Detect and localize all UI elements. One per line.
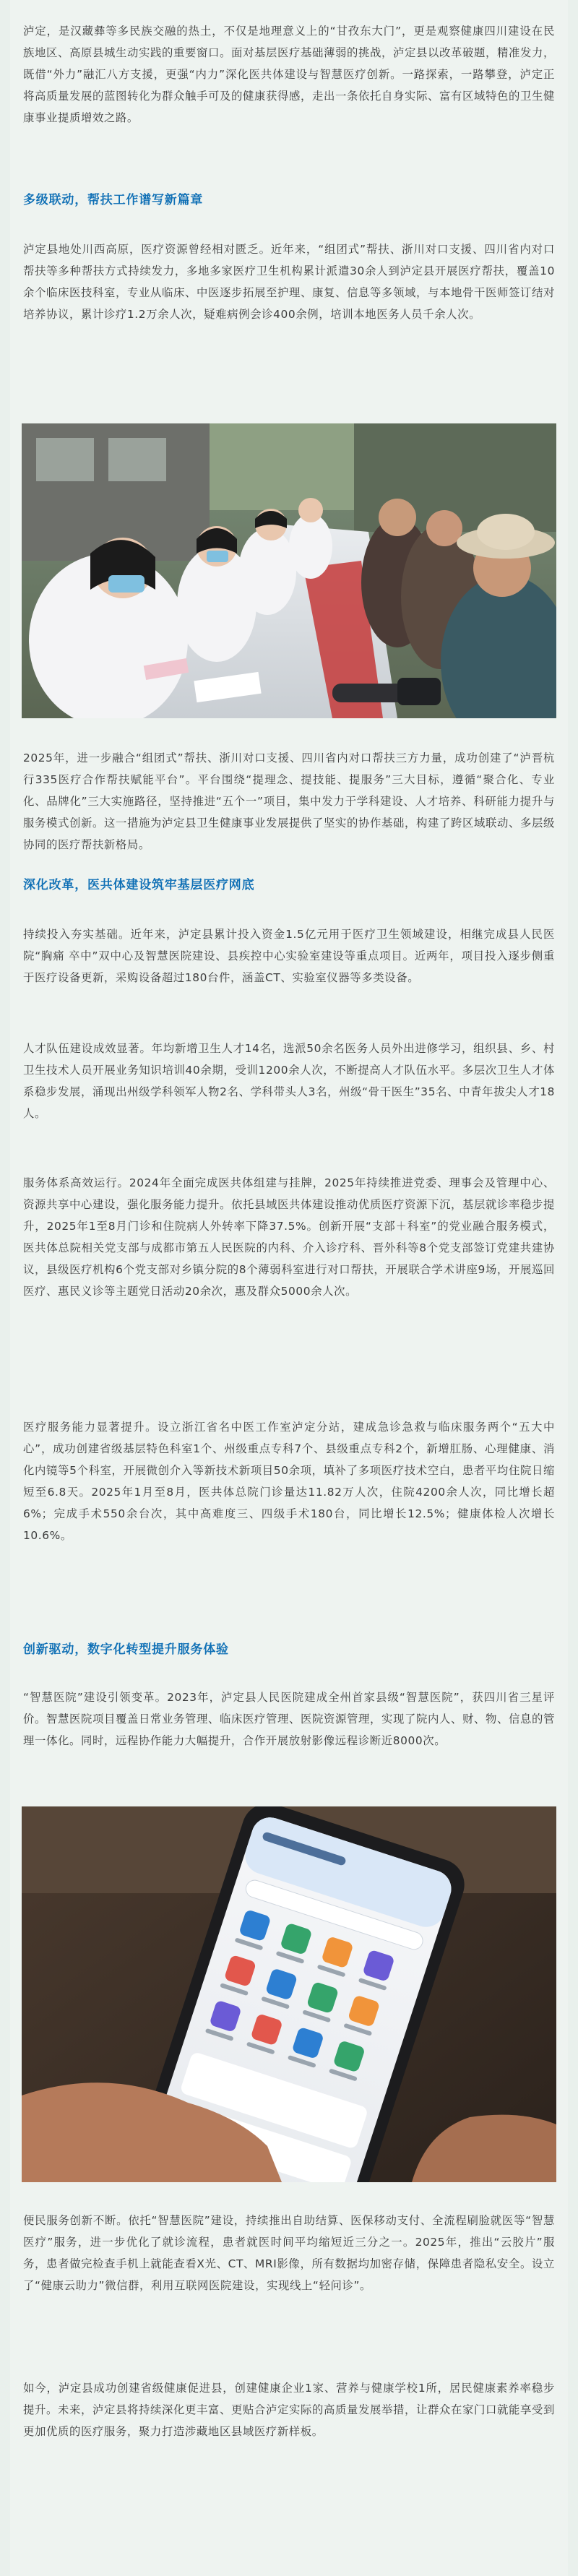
smartphone-app-image xyxy=(22,1806,556,2182)
section2-paragraph-1: 持续投入夯实基础。近年来，泸定县累计投入资金1.5亿元用于医疗卫生领域建设，相继完成县人民医院“胸痛 卒中”双中心及智慧医院建设、县疾控中心实验室建设等重点项目。近两年，项目投入逐步侧重于医疗设备更新，采购设备超过180台件，涵盖CT、实验室仪器等多类设备。 xyxy=(23,928,555,984)
section2-paragraph-3: 服务体系高效运行。2024年全面完成医共体组建与挂牌，2025年持续推进党委、理事会及管理中心、资源共享中心建设，强化服务能力提升。依托县域医共体建设推动优质医疗资源下沉，基层就诊率稳步提升，2025年1至8月门诊和住院病人外转率下降37.5%。创新开展“支部＋科室”的党业融合服务模式，医共体总院相关党支部与成都市第五人民医院的内科、介入诊疗科、晋外科等8个党支部签订党建共建协议，县级医疗机构6个党支部对乡镇分院的8个薄弱科室进行对口帮扶，开展联合学术讲座9场，开展巡回医疗、惠民义诊等主题党日活动20余次，惠及群众5000余人次。 xyxy=(23,1176,555,1298)
section3-paragraph-3: 如今，泸定县成功创建省级健康促进县，创建健康企业1家、营养与健康学校1所，居民健康素养率稳步提升。未来，泸定县将持续深化更丰富、更贴合泸定实际的高质量发展举措，让群众在家门口就能享受到更加优质的医疗服务，聚力打造涉藏地区县域医疗新样板。 xyxy=(23,2382,555,2438)
section3-paragraph-2: 便民服务创新不断。依托“智慧医院”建设，持续推出自助结算、医保移动支付、全流程刷脸就医等“智慧医疗”服务，进一步优化了就诊流程，患者就医时间平均缩短近三分之一。2025年，推出“云胶片”服务，患者做完检查手机上就能查看X光、CT、MRI影像，所有数据均加密存储，保障患者隐私安全。设立了“健康云助力”微信群，利用互联网医院建设，实现线上“轻问诊”。 xyxy=(23,2214,555,2292)
intro-paragraph: 泸定，是汉藏彝等多民族交融的热土，不仅是地理意义上的“甘孜东大门”，更是观察健康四川建设在民族地区、高原县城生动实践的重要窗口。面对基层医疗基础薄弱的挑战，泸定县以改革破题，精准发力，既借“外力”融汇八方支援，更强“内力”深化医共体建设与智慧医疗创新。一路探索，一路攀登，泸定正将高质量发展的蓝图转化为群众触手可及的健康获得感，走出一条依托自身实际、富有区域特色的卫生健康事业提质增效之路。 xyxy=(23,25,555,124)
section1-paragraph-2: 2025年，进一步融合“组团式”帮扶、浙川对口支援、四川省内对口帮扶三方力量，成功创建了“泸晋杭行335医疗合作帮扶赋能平台”。平台围绕“提理念、提技能、提服务”三大目标，遵循“聚合化、专业化、品牌化”三大实施路径，坚持推进“五个一”项目，集中发力于学科建设、人才培养、科研能力提升与服务模式创新。这一措施为泸定县卫生健康事业发展提供了坚实的协作基础，构建了跨区域联动、多层级协同的医疗帮扶新格局。 xyxy=(23,751,555,851)
section3-heading: 创新驱动，数字化转型提升服务体验 xyxy=(23,1642,229,1657)
section1-paragraph-1: 泸定县地处川西高原，医疗资源曾经相对匮乏。近年来，“组团式”帮扶、浙川对口支援、四川省内对口帮扶等多种帮扶方式持续发力，多地多家医疗卫生机构累计派遣30余人到泸定县开展医疗帮扶，覆盖10余个临床医技科室，专业从临床、中医逐步拓展至护理、康复、信息等多领域，与本地骨干医师签订结对培养协议，累计诊疗1.2万余人次，疑难病例会诊400余例，培训本地医务人员千余人次。 xyxy=(23,243,555,321)
photo-smart-hospital-phone xyxy=(10,1806,568,2182)
section2-paragraph-4: 医疗服务能力显著提升。设立浙江省名中医工作室泸定分站，建成急诊急救与临床服务两个“五大中心”，成功创建省级基层特色科室1个、州级重点专科7个、县级重点专科2个，新增肛肠、心理健康、消化内镜等5个科室，开展微创介入等新技术新项目50余项，填补了多项医疗技术空白，患者平均住院日缩短至6.8天。2025年1月至8月，医共体总院门诊量达11.82万人次，住院4200余人次，同比增长超6%；完成手术550余台次，其中高难度三、四级手术180台，同比增长12.5%；健康体检人次增长10.6%。 xyxy=(23,1421,555,1542)
section3-paragraph-1: “智慧医院”建设引领变革。2023年，泸定县人民医院建成全州首家县级“智慧医院”，获四川省三星评价。智慧医院项目覆盖日常业务管理、临床医疗管理、医院资源管理，实现了院内人、财、物、信息的管理一体化。同时，远程协作能力大幅提升，合作开展放射影像远程诊断近8000次。 xyxy=(23,1691,555,1747)
article-page xyxy=(10,0,568,2576)
section2-paragraph-2: 人才队伍建设成效显著。年均新增卫生人才14名，选派50余名医务人员外出进修学习，组织县、乡、村卫生技术人员开展业务知识培训40余期，受训1200余人次，不断提高人才队伍水平。多层次卫生人才体系稳步发展，涌现出州级学科领军人物2名、学科带头人3名，州级“骨干医生”35名、中青年拔尖人才18人。 xyxy=(23,1042,555,1120)
section2-heading: 深化改革，医共体建设筑牢基层医疗网底 xyxy=(23,878,255,892)
medical-service-image xyxy=(22,423,556,718)
photo-medical-service xyxy=(10,423,568,718)
section1-heading: 多级联动，帮扶工作谱写新篇章 xyxy=(23,193,204,207)
